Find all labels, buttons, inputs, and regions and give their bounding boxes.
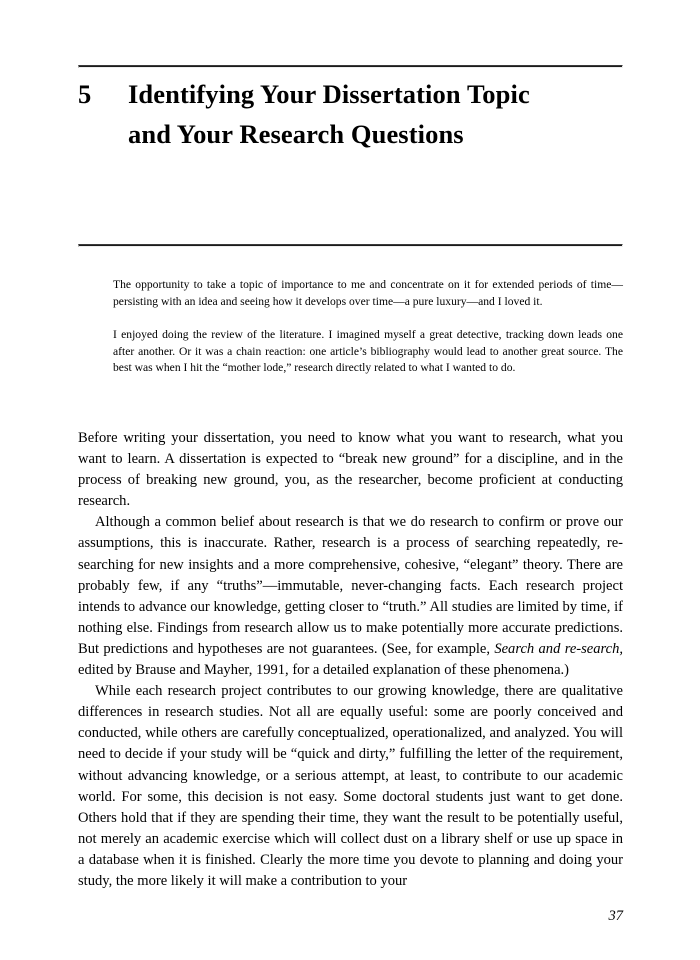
epigraph-block — [113, 277, 623, 377]
chapter-title-part-1: Identifying Your Dissertation Topic — [128, 79, 530, 109]
chapter-title-line-1 — [78, 74, 638, 114]
chapter-heading — [78, 74, 638, 154]
body-paragraph-2 — [78, 512, 623, 681]
chapter-rule-bottom — [78, 244, 623, 247]
body-paragraph-2-text-before: Although a common belief about research is that we do research to confirm or prove our assumptions, this is inaccurate. Rather, research is a process of searching repeatedly, re-searching for new insights and a more comprehensive, cohesive, “elegant” theory. There are probably few, if any “truths”—immutable, never-changing facts. Each research project intends to advance our knowledge, getting closer to “truth.” All studies are limited by time, if nothing else. Findings from research allow us to make potentially more accurate predictions. But predictions and hypotheses are not guarantees. (See, for example, — [78, 514, 623, 657]
chapter-title-line-2: and Your Research Questions — [128, 119, 464, 149]
epigraph-quote-2: I enjoyed doing the review of the literature. I imagined myself a great detective, tracking down leads one after another. Or it was a chain reaction: one article’s bibliography would lead to another great source. The best was when I hit the “mother lode,” research directly related to what I wanted to do. — [113, 328, 623, 375]
body-paragraph-2-text-after: edited by Brause and Mayher, 1991, for a detailed explanation of these phenomena.) — [78, 662, 570, 679]
chapter-number: 5 — [78, 79, 92, 109]
chapter-rule-top — [78, 65, 623, 68]
body-text — [78, 428, 623, 892]
body-paragraph-1: Before writing your dissertation, you need to know what you want to research, what you want to learn. A dissertation is expected to “break new ground” for a discipline, and in the process of breaking new ground, you, as the researcher, become proficient at conducting research. — [78, 430, 623, 510]
epigraph-quote-1: The opportunity to take a topic of importance to me and concentrate on it for extended periods of time—persisting with an idea and seeing how it develops over time—a pure luxury—and I loved it. — [113, 278, 623, 308]
book-title-citation: Search and re-search, — [494, 640, 624, 657]
body-paragraph-3: While each research project contributes to our growing knowledge, there are qualitative differences in research studies. Not all are equally useful: some are poorly conceived and conducted, while others are carefully conceptualized, operationalized, and analyzed. You will need to decide if your study will be “quick and dirty,” fulfilling the letter of the requirement, without advancing knowledge, or a serious attempt, at least, to contribute to our academic world. For some, this decision is not easy. Some doctoral students just want to get done. Others hold that if they are spending their time, they want the result to be potentially useful, not merely an academic exercise which will collect dust on a library shelf or use up space in a database when it is finished. Clearly the more time you devote to planning and doing your study, the more likely it will make a contribution to your — [78, 683, 623, 889]
page-folio — [78, 908, 623, 925]
page-number: 37 — [608, 908, 623, 924]
